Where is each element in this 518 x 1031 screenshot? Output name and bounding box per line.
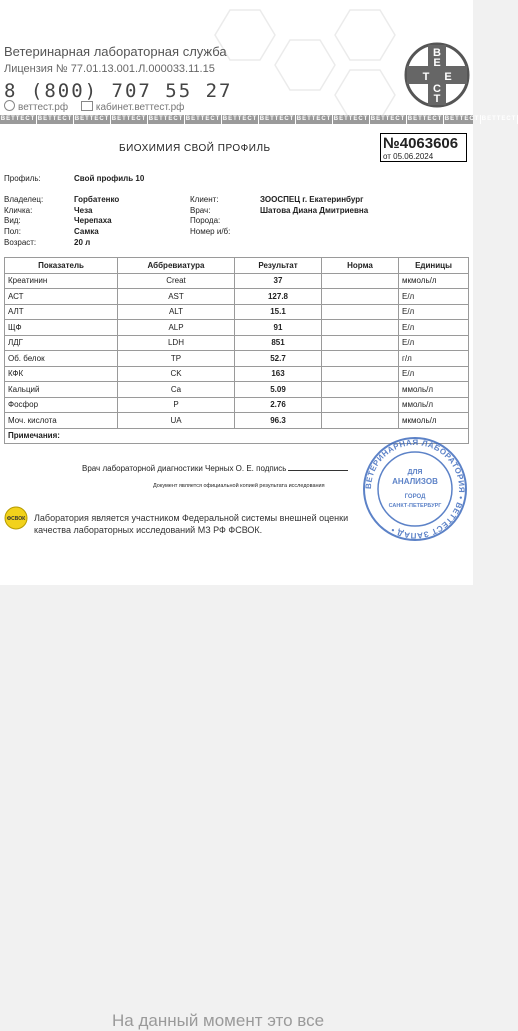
result-cell: 163 [235, 366, 322, 382]
column-header: Единицы [399, 258, 469, 274]
result-cell: 37 [235, 273, 322, 289]
abbreviation-cell: AST [118, 289, 235, 305]
logo-letter: Е [444, 71, 452, 83]
result-cell: 5.09 [235, 382, 322, 398]
abbreviation-cell: Ca [118, 382, 235, 398]
table-row [5, 273, 469, 289]
card-number-label: Номер и/б: [190, 227, 231, 236]
abbreviation-cell: CK [118, 366, 235, 382]
table-row [5, 304, 469, 320]
table-header-row [5, 258, 469, 274]
phone-number: 8 (800) 707 55 27 [4, 80, 233, 102]
brand-strip-item: ВЕТТЕСТ [333, 116, 369, 122]
document-number-box [380, 133, 467, 162]
fsvok-logo [4, 506, 28, 530]
brand-strip [0, 115, 517, 124]
result-cell: 96.3 [235, 413, 322, 429]
logo-letter: Е [433, 57, 441, 69]
license-number: Лицензия № 77.01.13.001.Л.000033.11.15 [4, 63, 215, 75]
abbreviation-cell: ALT [118, 304, 235, 320]
logo-letter: Т [422, 71, 430, 83]
profile-value: Свой профиль 10 [74, 174, 145, 183]
site-link: веттест.рф [18, 102, 69, 113]
sex-label: Пол: [4, 227, 21, 236]
unit-cell: Е/л [399, 320, 469, 336]
unit-cell: ммоль/л [399, 382, 469, 398]
test-name-cell: Креатинин [5, 273, 118, 289]
result-cell: 91 [235, 320, 322, 336]
profile-label: Профиль: [4, 174, 41, 183]
client-value: ЗООСПЕЦ г. Екатеринбург [260, 195, 364, 204]
abbreviation-cell: ALP [118, 320, 235, 336]
norm-cell [322, 273, 399, 289]
norm-cell [322, 304, 399, 320]
client-label: Клиент: [190, 195, 219, 204]
test-name-cell: Кальций [5, 382, 118, 398]
brand-strip-item: ВЕТТЕСТ [370, 116, 406, 122]
brand-strip-item: ВЕТТЕСТ [222, 116, 258, 122]
hex-pattern-decoration [210, 0, 410, 110]
result-cell: 52.7 [235, 351, 322, 367]
table-row [5, 382, 469, 398]
notes-label: Примечания: [5, 428, 469, 444]
cabinet-link: кабинет.веттест.рф [95, 102, 185, 113]
logo-letter: Т [433, 93, 441, 105]
brand-strip-item: ВЕТТЕСТ [481, 116, 517, 122]
result-cell: 851 [235, 335, 322, 351]
norm-cell [322, 320, 399, 336]
table-row [5, 413, 469, 429]
abbreviation-cell: LDH [118, 335, 235, 351]
test-name-cell: АСТ [5, 289, 118, 305]
norm-cell [322, 366, 399, 382]
norm-cell [322, 289, 399, 305]
document-title: БИОХИМИЯ СВОЙ ПРОФИЛЬ [119, 143, 271, 154]
test-name-cell: КФК [5, 366, 118, 382]
logo-letter: В [433, 47, 441, 59]
unit-cell: ммоль/л [399, 397, 469, 413]
brand-strip-item: ВЕТТЕСТ [111, 116, 147, 122]
abbreviation-cell: TP [118, 351, 235, 367]
stamp-line: САНКТ-ПЕТЕРБУРГ [388, 503, 442, 509]
globe-icon [4, 100, 15, 111]
test-name-cell: ЩФ [5, 320, 118, 336]
brand-strip-item: ВЕТТЕСТ [407, 116, 443, 122]
species-label: Вид: [4, 216, 21, 225]
result-cell: 2.76 [235, 397, 322, 413]
brand-strip-item: ВЕТТЕСТ [74, 116, 110, 122]
stamp-line: ГОРОД [404, 494, 426, 500]
doctor-signature-line [82, 462, 348, 473]
breed-label: Порода: [190, 216, 221, 225]
document-date: от 05.06.2024 [383, 152, 434, 161]
brand-strip-item: ВЕТТЕСТ [0, 116, 36, 122]
stamp-outer-text: ВЕТЕРИНАРНАЯ ЛАБОРАТОРИЯ • ВЕТТЕСТ ЗАПАД • [363, 437, 467, 541]
logo-letter: С [433, 83, 441, 95]
brand-strip-item: ВЕТТЕСТ [296, 116, 332, 122]
document-number: №4063606 [383, 135, 459, 152]
nickname-value: Чеза [74, 206, 93, 215]
abbreviation-cell: Creat [118, 273, 235, 289]
unit-cell: мкмоль/л [399, 413, 469, 429]
brand-strip-item: ВЕТТЕСТ [148, 116, 184, 122]
end-of-results-text: На данный момент это все [112, 1011, 325, 1030]
signature-text: Врач лабораторной диагностики Черных О. Е. подпись [82, 464, 287, 473]
brand-strip-item: ВЕТТЕСТ [259, 116, 295, 122]
table-row [5, 351, 469, 367]
test-name-cell: Об. белок [5, 351, 118, 367]
fsvok-logo-text: ФСВОК [6, 516, 26, 522]
table-row [5, 397, 469, 413]
official-copy-note: Документ является официальной копией результата исследования [153, 483, 325, 489]
doctor-value: Шатова Диана Дмитриевна [260, 206, 369, 215]
test-name-cell: АЛТ [5, 304, 118, 320]
test-name-cell: ЛДГ [5, 335, 118, 351]
unit-cell: Е/л [399, 335, 469, 351]
brand-strip-item: ВЕТТЕСТ [444, 116, 480, 122]
norm-cell [322, 335, 399, 351]
unit-cell: Е/л [399, 289, 469, 305]
fsvok-statement: Лаборатория является участником Федеральной системы внешней оценки качества лабораторных исследований МЗ РФ ФСВОК. [34, 513, 349, 535]
test-name-cell: Моч. кислота [5, 413, 118, 429]
abbreviation-cell: P [118, 397, 235, 413]
test-name-cell: Фосфор [5, 397, 118, 413]
table-row [5, 320, 469, 336]
table-row [5, 289, 469, 305]
abbreviation-cell: UA [118, 413, 235, 429]
stamp-line: ДЛЯ [407, 469, 423, 476]
norm-cell [322, 382, 399, 398]
doctor-label: Врач: [190, 206, 211, 215]
age-value: 20 л [74, 238, 91, 247]
results-table [4, 257, 469, 444]
result-cell: 15.1 [235, 304, 322, 320]
owner-value: Горбатенко [74, 195, 120, 204]
column-header: Аббревиатура [118, 258, 235, 274]
unit-cell: мкмоль/л [399, 273, 469, 289]
table-row [5, 366, 469, 382]
species-value: Черепаха [74, 216, 112, 225]
norm-cell [322, 397, 399, 413]
brand-strip-item: ВЕТТЕСТ [185, 116, 221, 122]
column-header: Норма [322, 258, 399, 274]
signature-blank [288, 462, 348, 471]
lab-name: Ветеринарная лабораторная служба [4, 44, 227, 59]
owner-label: Владелец: [4, 195, 44, 204]
lab-stamp [362, 436, 468, 542]
nickname-label: Кличка: [4, 206, 33, 215]
sex-value: Самка [74, 227, 99, 236]
unit-cell: Е/л [399, 304, 469, 320]
age-label: Возраст: [4, 238, 37, 247]
unit-cell: Е/л [399, 366, 469, 382]
unit-cell: г/л [399, 351, 469, 367]
vettest-logo [404, 40, 470, 110]
result-cell: 127.8 [235, 289, 322, 305]
table-row [5, 335, 469, 351]
norm-cell [322, 351, 399, 367]
column-header: Показатель [5, 258, 118, 274]
website-links [4, 100, 184, 113]
monitor-icon [81, 101, 93, 111]
norm-cell [322, 413, 399, 429]
stamp-line: АНАЛИЗОВ [392, 477, 438, 486]
brand-strip-item: ВЕТТЕСТ [37, 116, 73, 122]
column-header: Результат [235, 258, 322, 274]
